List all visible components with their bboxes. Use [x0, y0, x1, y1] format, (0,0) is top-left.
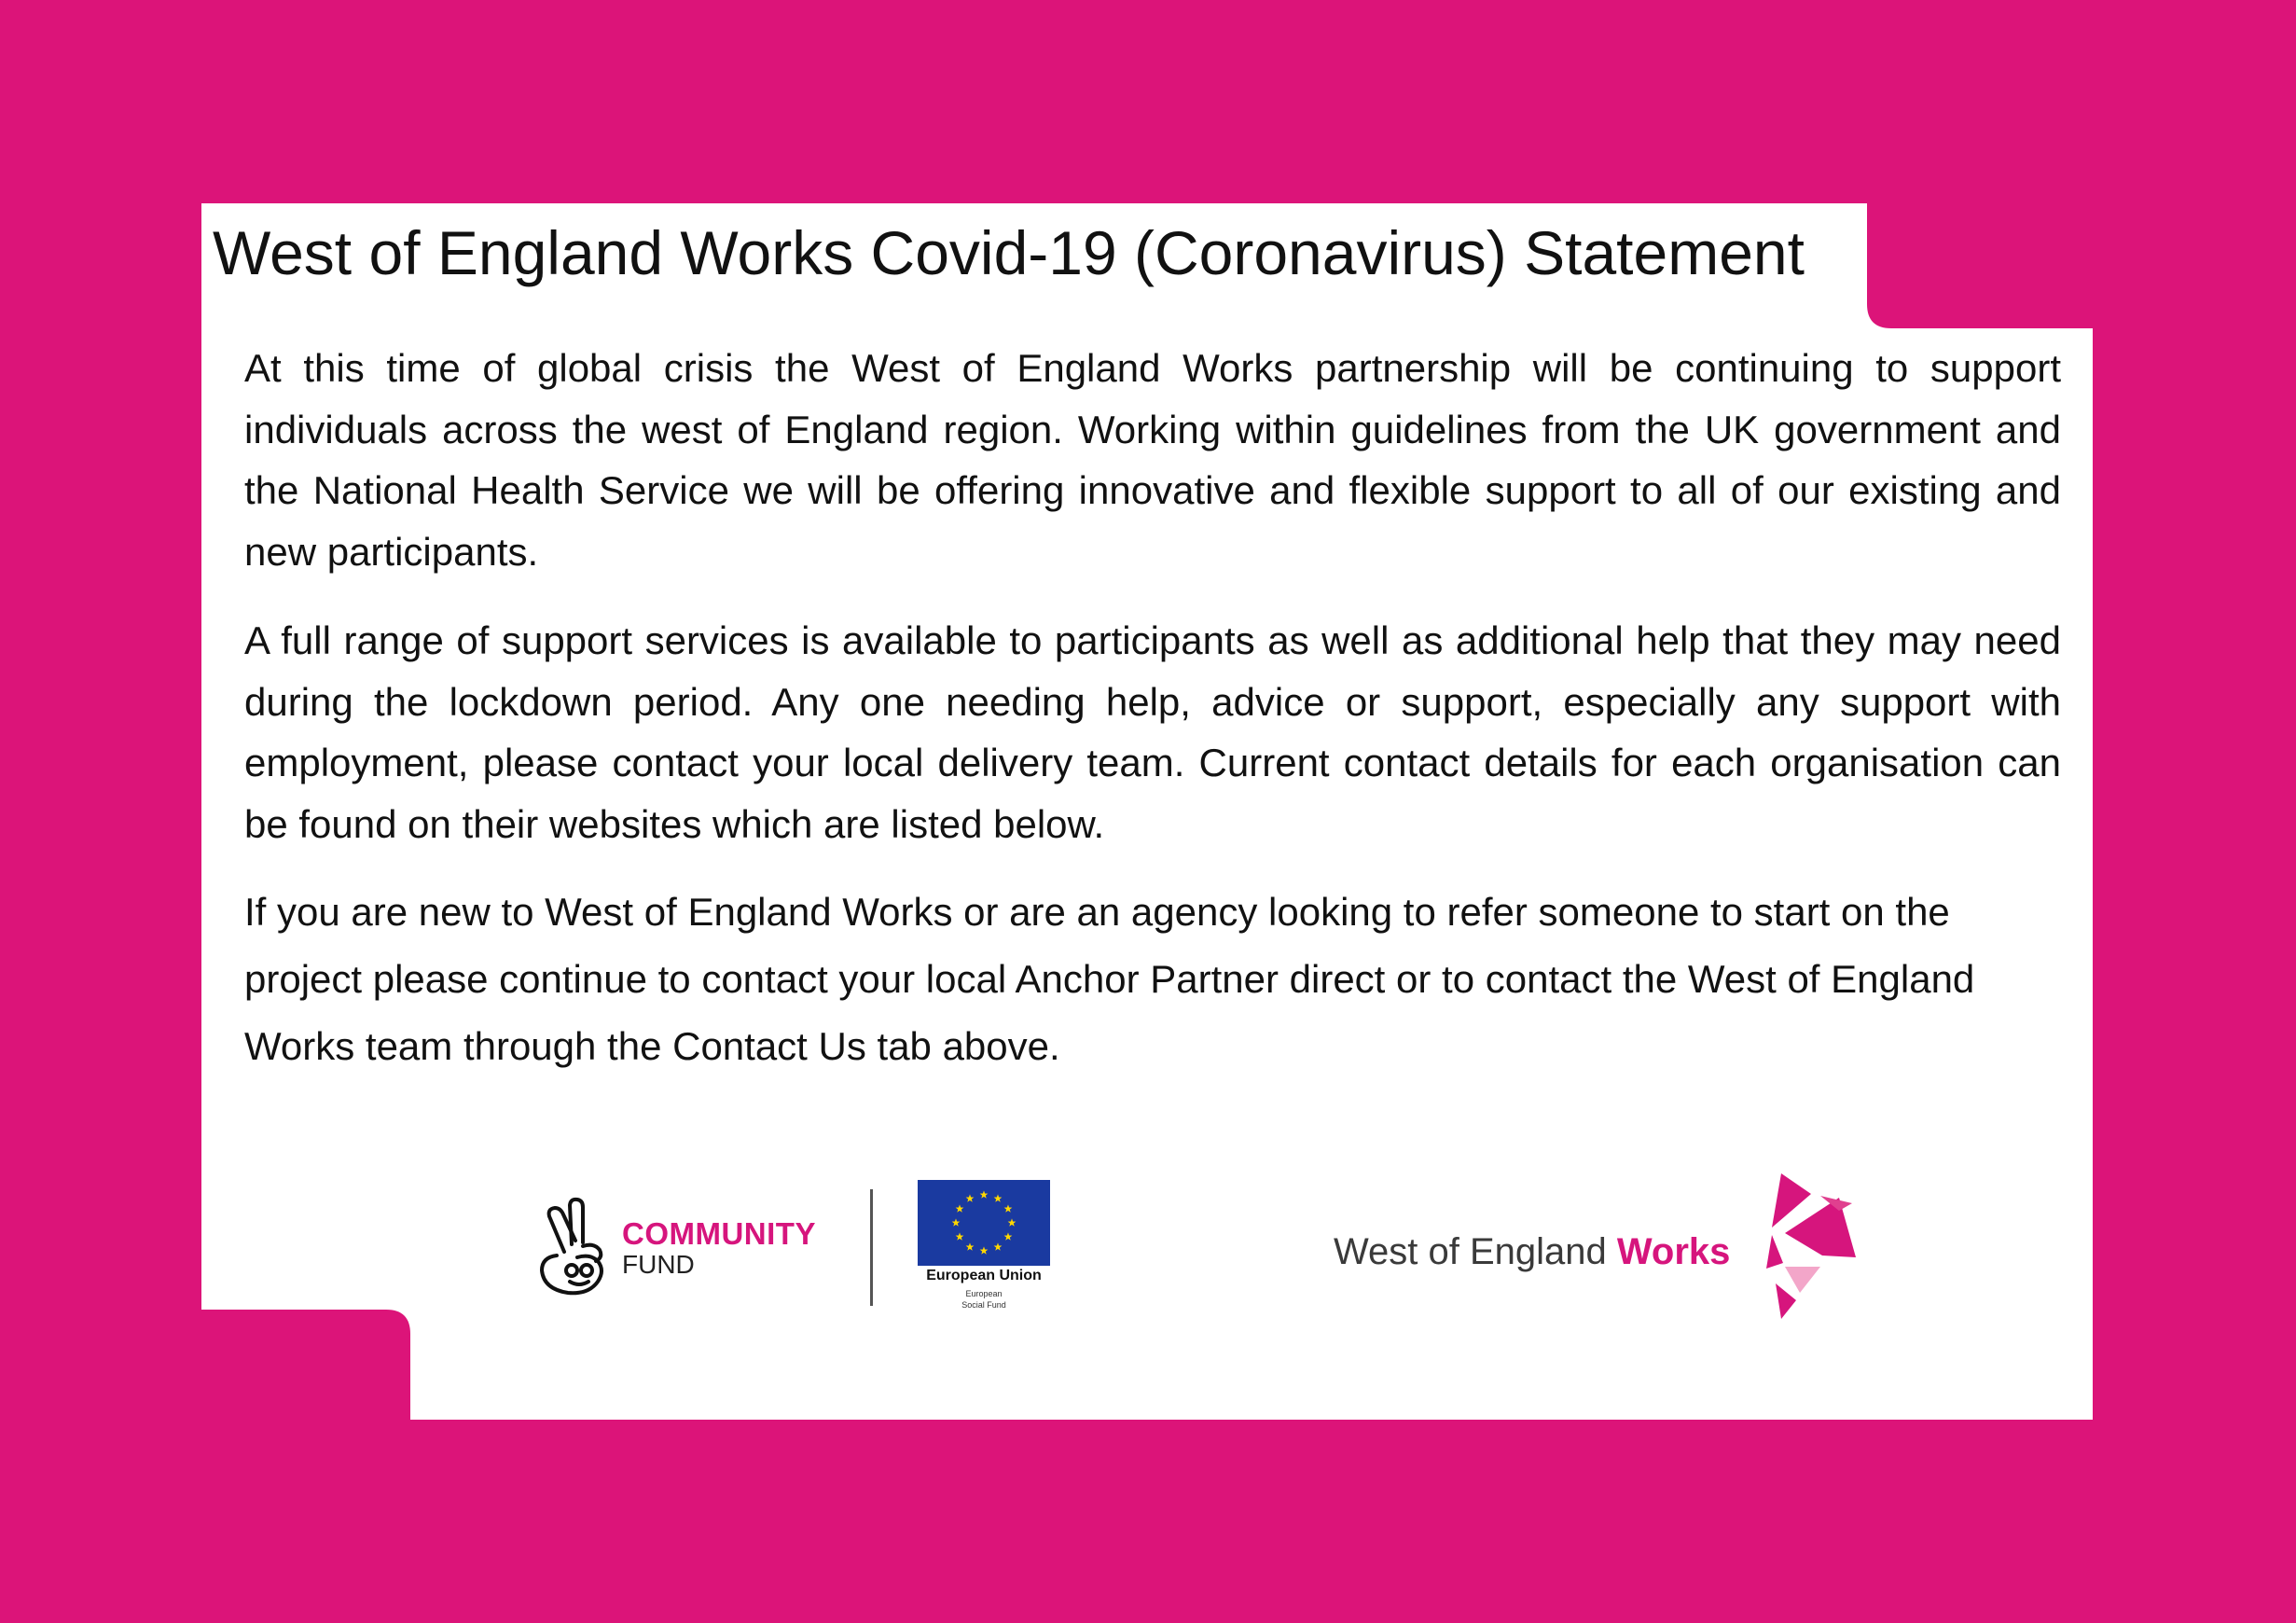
- west-of-england-works-logo: [1332, 1173, 1891, 1319]
- paragraph-referral-contact: If you are new to West of England Works or are an agency looking to refer someone to start on the project please continue to contact your local Anchor Partner direct or to contact the West of England Works team through the Contact Us tab above.: [244, 890, 1975, 1068]
- statement-title: West of England Works Covid-19 (Coronavirus) Statement: [213, 218, 1805, 287]
- paragraph-support-overview: At this time of global crisis the West of England Works partnership will be continuing to support individuals across the west of England region. Working within guidelines from the UK government and the National Health Service we will be offering innovative and flexible support to all of our existing and new participants.: [244, 346, 2061, 574]
- woe-shards-icon: [1763, 1173, 1874, 1319]
- community-fund-word-community: COMMUNITY: [622, 1216, 816, 1251]
- community-fund-word-fund: FUND: [622, 1250, 695, 1279]
- statement-body: [244, 338, 2061, 1080]
- woe-wordmark: [1334, 1231, 1730, 1273]
- paragraph-support-services: A full range of support services is available to participants as well as additional help that they may need during the lockdown period. Any one needing help, advice or support, especially any support with employment, please contact your local delivery team. Current contact details for each organisation can be found on their websites which are listed below.: [244, 618, 2061, 846]
- eu-sub-label-2: Social Fund: [961, 1300, 1006, 1310]
- community-fund-logo: [536, 1196, 835, 1298]
- woe-wordmark-bold: Works: [1616, 1231, 1731, 1272]
- crossed-fingers-icon: [536, 1196, 616, 1298]
- eu-sub-label-1: European: [965, 1289, 1003, 1298]
- eu-flag-icon: [918, 1180, 1050, 1266]
- woe-wordmark-regular: West of England: [1334, 1231, 1617, 1272]
- eu-name-label: European Union: [926, 1268, 1042, 1283]
- european-social-fund-logo: [916, 1178, 1052, 1318]
